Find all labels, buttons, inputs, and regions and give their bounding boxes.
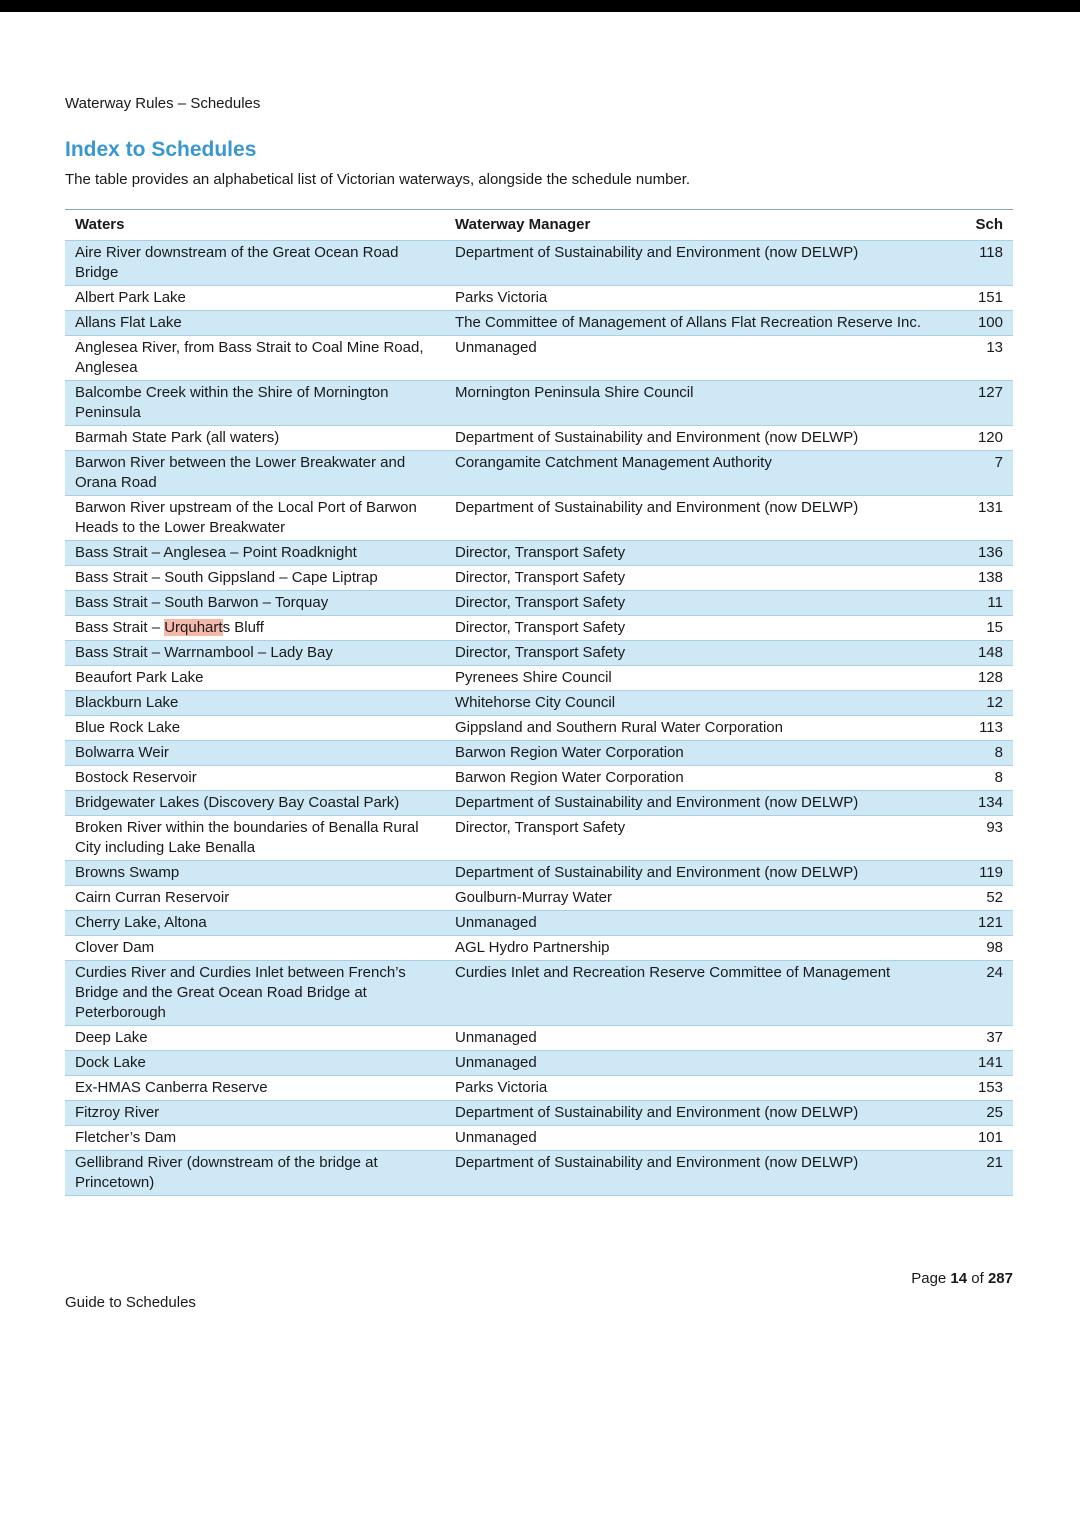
schedule-number-cell: 7 bbox=[957, 451, 1013, 496]
schedule-number-cell: 151 bbox=[957, 286, 1013, 311]
waters-cell: Bass Strait – Anglesea – Point Roadknight bbox=[65, 541, 445, 566]
waters-cell: Cherry Lake, Altona bbox=[65, 911, 445, 936]
intro-text: The table provides an alphabetical list of Victorian waterways, alongside the schedule number. bbox=[65, 171, 691, 188]
waterway-manager-cell: Barwon Region Water Corporation bbox=[445, 766, 957, 791]
page-word: Page bbox=[911, 1270, 951, 1287]
table-row bbox=[65, 641, 1013, 666]
waterway-manager-cell: Parks Victoria bbox=[445, 286, 957, 311]
schedule-number-cell: 153 bbox=[957, 1076, 1013, 1101]
waterway-manager-cell: Unmanaged bbox=[445, 1026, 957, 1051]
waters-cell: Barmah State Park (all waters) bbox=[65, 426, 445, 451]
guide-to-schedules-label: Guide to Schedules bbox=[65, 1294, 196, 1311]
schedule-table-body bbox=[65, 241, 1013, 1196]
table-row bbox=[65, 286, 1013, 311]
waterway-manager-cell: Goulburn-Murray Water bbox=[445, 886, 957, 911]
schedule-number-cell: 93 bbox=[957, 816, 1013, 861]
table-row bbox=[65, 886, 1013, 911]
waters-cell: Browns Swamp bbox=[65, 861, 445, 886]
waters-cell: Blackburn Lake bbox=[65, 691, 445, 716]
table-row bbox=[65, 591, 1013, 616]
waterway-manager-cell: Director, Transport Safety bbox=[445, 616, 957, 641]
schedule-number-cell: 13 bbox=[957, 336, 1013, 381]
table-row bbox=[65, 1026, 1013, 1051]
schedule-number-cell: 113 bbox=[957, 716, 1013, 741]
schedule-number-cell: 25 bbox=[957, 1101, 1013, 1126]
table-row bbox=[65, 666, 1013, 691]
waterway-manager-cell: Director, Transport Safety bbox=[445, 566, 957, 591]
table-row bbox=[65, 336, 1013, 381]
waters-cell: Ex-HMAS Canberra Reserve bbox=[65, 1076, 445, 1101]
top-black-bar bbox=[0, 0, 1080, 12]
schedule-number-cell: 118 bbox=[957, 241, 1013, 286]
schedule-number-cell: 119 bbox=[957, 861, 1013, 886]
waterway-manager-cell: The Committee of Management of Allans Flat Recreation Reserve Inc. bbox=[445, 311, 957, 336]
page-title: Index to Schedules bbox=[65, 138, 257, 161]
table-row bbox=[65, 541, 1013, 566]
waterway-manager-cell: Unmanaged bbox=[445, 1051, 957, 1076]
table-row bbox=[65, 691, 1013, 716]
schedule-number-cell: 15 bbox=[957, 616, 1013, 641]
waters-cell: Curdies River and Curdies Inlet between French’s Bridge and the Great Ocean Road Bridge at Peterborough bbox=[65, 961, 445, 1026]
waters-cell: Bostock Reservoir bbox=[65, 766, 445, 791]
waterway-manager-cell: Unmanaged bbox=[445, 336, 957, 381]
table-row bbox=[65, 816, 1013, 861]
total-page-number: 287 bbox=[987, 1270, 1013, 1287]
waters-cell: Albert Park Lake bbox=[65, 286, 445, 311]
waters-cell: Fitzroy River bbox=[65, 1101, 445, 1126]
waters-cell: Barwon River upstream of the Local Port of Barwon Heads to the Lower Breakwater bbox=[65, 496, 445, 541]
index-to-schedules-table bbox=[65, 209, 1013, 1196]
table-row bbox=[65, 241, 1013, 286]
table-row bbox=[65, 426, 1013, 451]
waters-cell: Allans Flat Lake bbox=[65, 311, 445, 336]
schedule-number-cell: 134 bbox=[957, 791, 1013, 816]
schedule-number-cell: 148 bbox=[957, 641, 1013, 666]
schedule-number-cell: 136 bbox=[957, 541, 1013, 566]
schedule-number-cell: 24 bbox=[957, 961, 1013, 1026]
table-row bbox=[65, 1051, 1013, 1076]
schedule-number-cell: 120 bbox=[957, 426, 1013, 451]
waters-cell: Broken River within the boundaries of Benalla Rural City including Lake Benalla bbox=[65, 816, 445, 861]
waters-cell: Gellibrand River (downstream of the bridge at Princetown) bbox=[65, 1151, 445, 1196]
waterway-manager-cell: Department of Sustainability and Environment (now DELWP) bbox=[445, 861, 957, 886]
waterway-manager-cell: Director, Transport Safety bbox=[445, 541, 957, 566]
waters-cell: Bolwarra Weir bbox=[65, 741, 445, 766]
schedule-number-cell: 11 bbox=[957, 591, 1013, 616]
waters-cell: Blue Rock Lake bbox=[65, 716, 445, 741]
waterway-manager-cell: Department of Sustainability and Environment (now DELWP) bbox=[445, 791, 957, 816]
of-word: of bbox=[967, 1270, 988, 1287]
waterway-manager-cell: Barwon Region Water Corporation bbox=[445, 741, 957, 766]
schedule-number-cell: 21 bbox=[957, 1151, 1013, 1196]
schedule-number-cell: 131 bbox=[957, 496, 1013, 541]
schedule-number-cell: 52 bbox=[957, 886, 1013, 911]
search-highlight: Urquhart bbox=[164, 619, 223, 636]
table-row bbox=[65, 381, 1013, 426]
waterway-manager-cell: Whitehorse City Council bbox=[445, 691, 957, 716]
waters-cell: Bass Strait – Urquharts Bluff bbox=[65, 616, 445, 641]
waters-cell: Anglesea River, from Bass Strait to Coal Mine Road, Anglesea bbox=[65, 336, 445, 381]
column-header-sch: Sch bbox=[957, 210, 1013, 241]
table-row bbox=[65, 861, 1013, 886]
waterway-manager-cell: Unmanaged bbox=[445, 911, 957, 936]
waterway-manager-cell: Director, Transport Safety bbox=[445, 641, 957, 666]
column-header-waterway-manager: Waterway Manager bbox=[445, 210, 957, 241]
waterway-manager-cell: Department of Sustainability and Environment (now DELWP) bbox=[445, 426, 957, 451]
schedule-number-cell: 127 bbox=[957, 381, 1013, 426]
waterway-manager-cell: Department of Sustainability and Environment (now DELWP) bbox=[445, 496, 957, 541]
schedule-number-cell: 100 bbox=[957, 311, 1013, 336]
schedule-number-cell: 101 bbox=[957, 1126, 1013, 1151]
table-row bbox=[65, 961, 1013, 1026]
schedule-number-cell: 128 bbox=[957, 666, 1013, 691]
page-footer bbox=[65, 1270, 1013, 1311]
waterway-manager-cell: Corangamite Catchment Management Authority bbox=[445, 451, 957, 496]
schedule-number-cell: 37 bbox=[957, 1026, 1013, 1051]
schedule-number-cell: 98 bbox=[957, 936, 1013, 961]
table-row bbox=[65, 1101, 1013, 1126]
waterway-manager-cell: AGL Hydro Partnership bbox=[445, 936, 957, 961]
waters-cell: Bass Strait – Warrnambool – Lady Bay bbox=[65, 641, 445, 666]
table-row bbox=[65, 496, 1013, 541]
table-row bbox=[65, 616, 1013, 641]
waters-cell: Deep Lake bbox=[65, 1026, 445, 1051]
table-row bbox=[65, 716, 1013, 741]
waterway-manager-cell: Director, Transport Safety bbox=[445, 591, 957, 616]
waters-cell: Bass Strait – South Barwon – Torquay bbox=[65, 591, 445, 616]
waters-cell: Dock Lake bbox=[65, 1051, 445, 1076]
waterway-manager-cell: Curdies Inlet and Recreation Reserve Committee of Management bbox=[445, 961, 957, 1026]
page-number-indicator bbox=[65, 1270, 1013, 1287]
table-row bbox=[65, 766, 1013, 791]
schedule-number-cell: 138 bbox=[957, 566, 1013, 591]
table-row bbox=[65, 1126, 1013, 1151]
waterway-manager-cell: Department of Sustainability and Environment (now DELWP) bbox=[445, 1151, 957, 1196]
waters-cell: Bridgewater Lakes (Discovery Bay Coastal Park) bbox=[65, 791, 445, 816]
waters-cell: Barwon River between the Lower Breakwater and Orana Road bbox=[65, 451, 445, 496]
waterway-manager-cell: Pyrenees Shire Council bbox=[445, 666, 957, 691]
waters-cell: Beaufort Park Lake bbox=[65, 666, 445, 691]
table-row bbox=[65, 1151, 1013, 1196]
waterway-manager-cell: Mornington Peninsula Shire Council bbox=[445, 381, 957, 426]
waterway-manager-cell: Gippsland and Southern Rural Water Corporation bbox=[445, 716, 957, 741]
waters-cell: Aire River downstream of the Great Ocean Road Bridge bbox=[65, 241, 445, 286]
waters-cell: Bass Strait – South Gippsland – Cape Liptrap bbox=[65, 566, 445, 591]
table-row bbox=[65, 911, 1013, 936]
schedule-number-cell: 8 bbox=[957, 766, 1013, 791]
table-row bbox=[65, 311, 1013, 336]
waterway-manager-cell: Unmanaged bbox=[445, 1126, 957, 1151]
table-header-row bbox=[65, 210, 1013, 241]
waterway-manager-cell: Department of Sustainability and Environment (now DELWP) bbox=[445, 241, 957, 286]
document-page bbox=[0, 95, 1080, 1311]
schedule-number-cell: 141 bbox=[957, 1051, 1013, 1076]
waters-cell: Balcombe Creek within the Shire of Mornington Peninsula bbox=[65, 381, 445, 426]
table-row bbox=[65, 451, 1013, 496]
schedule-number-cell: 12 bbox=[957, 691, 1013, 716]
waterway-manager-cell: Parks Victoria bbox=[445, 1076, 957, 1101]
schedule-number-cell: 121 bbox=[957, 911, 1013, 936]
table-row bbox=[65, 791, 1013, 816]
running-header: Waterway Rules – Schedules bbox=[65, 95, 261, 112]
column-header-waters: Waters bbox=[65, 210, 445, 241]
table-row bbox=[65, 1076, 1013, 1101]
table-row bbox=[65, 741, 1013, 766]
waters-cell: Fletcher’s Dam bbox=[65, 1126, 445, 1151]
table-row bbox=[65, 566, 1013, 591]
waters-cell: Clover Dam bbox=[65, 936, 445, 961]
waters-cell: Cairn Curran Reservoir bbox=[65, 886, 445, 911]
schedule-number-cell: 8 bbox=[957, 741, 1013, 766]
waterway-manager-cell: Department of Sustainability and Environment (now DELWP) bbox=[445, 1101, 957, 1126]
table-row bbox=[65, 936, 1013, 961]
waterway-manager-cell: Director, Transport Safety bbox=[445, 816, 957, 861]
current-page-number: 14 bbox=[950, 1270, 968, 1287]
